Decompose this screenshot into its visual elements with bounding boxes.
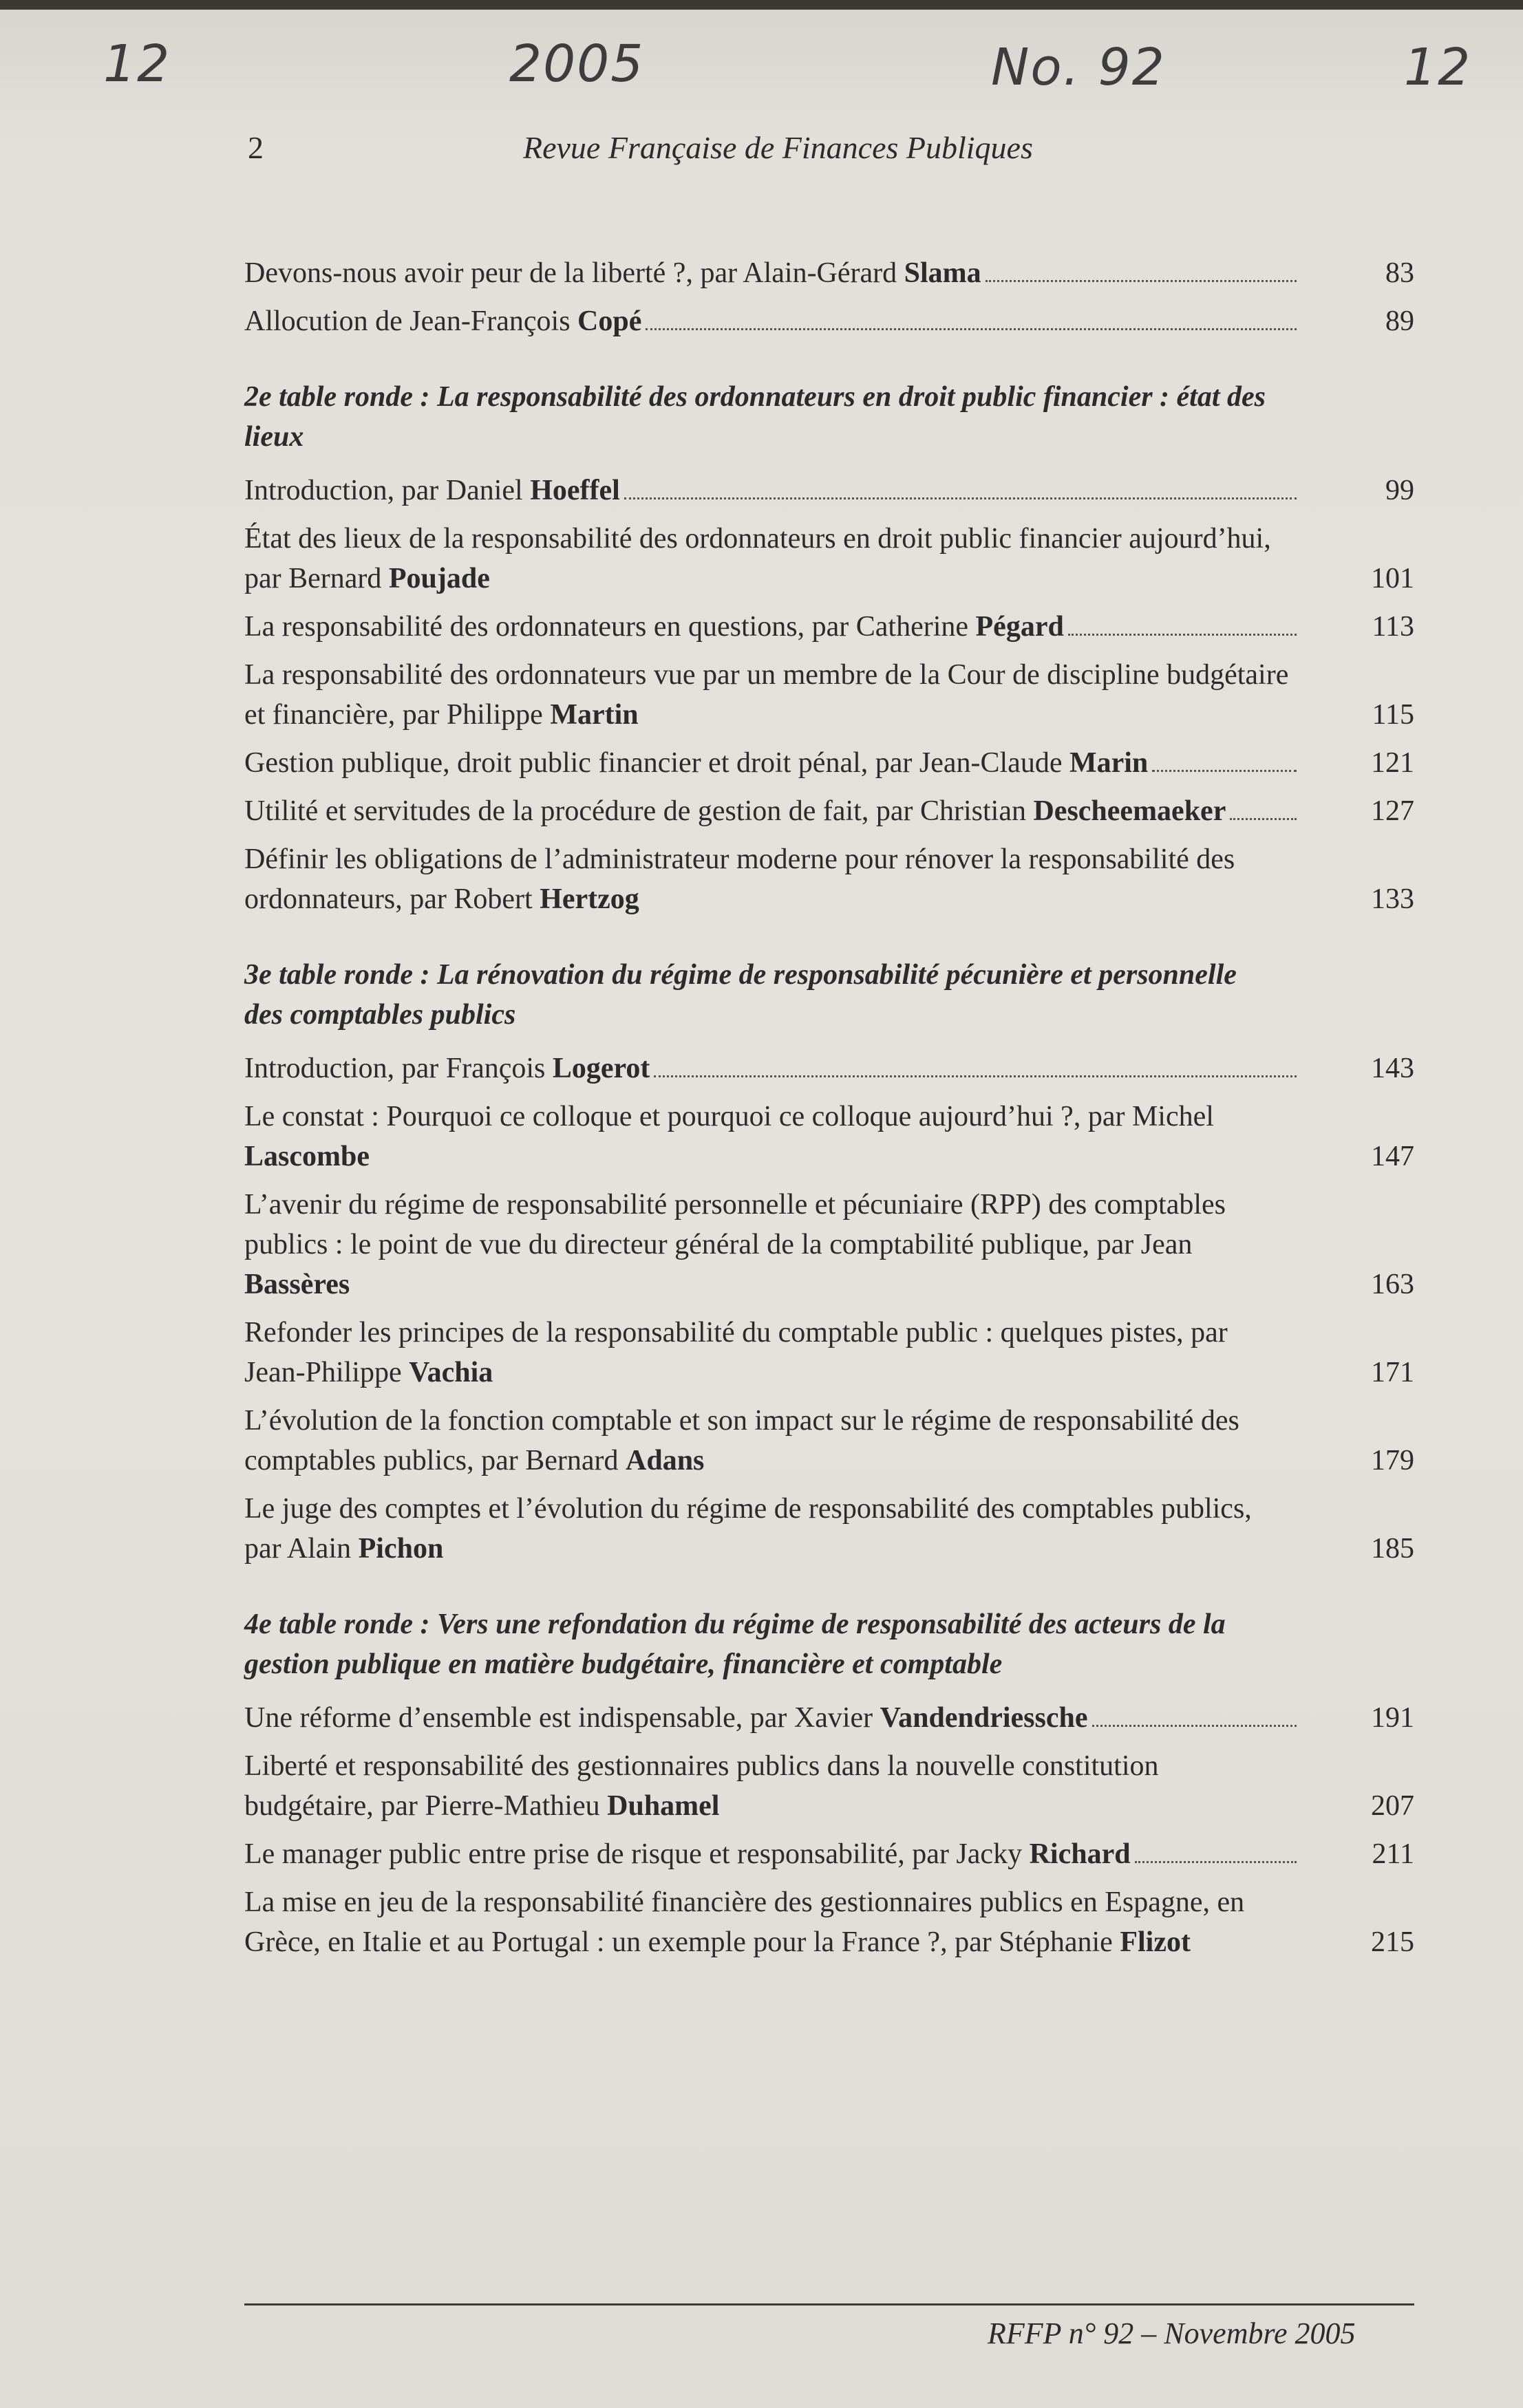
entry-author: Duhamel — [607, 1790, 720, 1822]
entry-page-number: 133 — [1371, 883, 1414, 915]
toc-entry — [244, 1698, 1414, 1738]
entry-title: Refonder les principes de la responsabilité du comptable public : quelques pistes, par Jean-Philippe — [244, 1317, 1228, 1388]
entry-page-number: 185 — [1371, 1533, 1414, 1565]
entry-title: Introduction, par François — [244, 1053, 553, 1084]
entry-title: Une réforme d’ensemble est indispensable, par Xavier — [244, 1702, 880, 1734]
entry-author: Pichon — [358, 1533, 444, 1565]
entry-author: Richard — [1029, 1838, 1131, 1870]
leader-dots — [1230, 818, 1297, 820]
toc-entry — [244, 1746, 1414, 1826]
table-of-contents — [244, 253, 1414, 1970]
leader-dots — [654, 1075, 1297, 1077]
entry-page-number: 101 — [1371, 563, 1414, 594]
toc-entry — [244, 471, 1414, 510]
entry-page-number: 215 — [1371, 1926, 1414, 1958]
toc-entry — [244, 1882, 1414, 1962]
entry-title: État des lieux de la responsabilité des ordonnateurs en droit public financier aujourd’hui, par Bernard — [244, 523, 1271, 594]
entry-title: Devons-nous avoir peur de la liberté ?, par Alain-Gérard — [244, 257, 904, 289]
entry-author: Logerot — [552, 1053, 650, 1084]
leader-dots — [646, 328, 1297, 330]
entry-page-number: 147 — [1371, 1141, 1414, 1172]
toc-entry — [244, 1834, 1414, 1874]
section-heading: 4e table ronde : Vers une refondation du régime de responsabilité des acteurs de la gestion publique en matière budgétaire, financière et comptable — [244, 1609, 1226, 1680]
toc-entry — [244, 1489, 1414, 1569]
handwritten-year: 2005 — [509, 34, 645, 94]
leader-dots — [1068, 634, 1297, 636]
toc-entry — [244, 301, 1414, 341]
entry-author: Hoeffel — [530, 475, 620, 506]
entry-author: Copé — [577, 305, 642, 337]
entry-author: Vandendriessche — [880, 1702, 1088, 1734]
entry-title: Utilité et servitudes de la procédure de gestion de fait, par Christian — [244, 795, 1034, 827]
entry-title: Le constat : Pourquoi ce colloque et pourquoi ce colloque aujourd’hui ?, par Michel — [244, 1101, 1214, 1132]
entry-page-number: 89 — [1385, 305, 1414, 337]
leader-dots — [986, 280, 1297, 282]
entry-author: Adans — [626, 1445, 705, 1476]
entry-author: Bassères — [244, 1269, 350, 1300]
toc-entry — [244, 519, 1414, 599]
toc-entry — [244, 655, 1414, 735]
toc-entry — [244, 1049, 1414, 1088]
entry-author: Descheemaeker — [1033, 795, 1226, 827]
toc-entry — [244, 791, 1414, 831]
entry-author: Pégard — [975, 611, 1064, 643]
entry-title: La responsabilité des ordonnateurs en questions, par Catherine — [244, 611, 976, 643]
entry-author: Poujade — [388, 563, 490, 594]
entry-author: Hertzog — [540, 883, 639, 915]
handwritten-number-left: 12 — [103, 34, 171, 94]
footer-issue: RFFP n° 92 – Novembre 2005 — [988, 2316, 1356, 2350]
entry-title: Gestion publique, droit public financier et droit pénal, par Jean-Claude — [244, 747, 1069, 779]
toc-entry — [244, 743, 1414, 783]
footer-rule — [244, 2303, 1414, 2305]
entry-page-number: 113 — [1372, 611, 1414, 643]
entry-author: Marin — [1069, 747, 1149, 779]
entry-page-number: 83 — [1385, 257, 1414, 289]
entry-title: Liberté et responsabilité des gestionnaires publics dans la nouvelle constitution budgétaire, par Pierre-Mathieu — [244, 1750, 1159, 1822]
leader-dots — [1135, 1861, 1297, 1863]
toc-entry — [244, 1313, 1414, 1393]
toc-entry — [244, 253, 1414, 293]
toc-entry — [244, 1097, 1414, 1176]
toc-entry — [244, 1401, 1414, 1481]
leader-dots — [1092, 1725, 1297, 1727]
toc-entry — [244, 839, 1414, 919]
entry-author: Flizot — [1120, 1926, 1191, 1958]
entry-author: Slama — [904, 257, 981, 289]
entry-page-number: 171 — [1371, 1357, 1414, 1388]
toc-entry — [244, 607, 1414, 647]
entry-page-number: 127 — [1371, 795, 1414, 827]
entry-title: Allocution de Jean-François — [244, 305, 578, 337]
entry-title: Définir les obligations de l’administrateur moderne pour rénover la responsabilité des ordonnateurs, par Robert — [244, 843, 1235, 915]
leader-dots — [624, 497, 1297, 499]
toc-entry — [244, 1185, 1414, 1304]
entry-page-number: 99 — [1385, 475, 1414, 506]
leader-dots — [1152, 770, 1297, 772]
handwritten-issue: No. 92 — [991, 38, 1166, 97]
section-heading: 3e table ronde : La rénovation du régime de responsabilité pécunière et personnelle des comptables publics — [244, 959, 1237, 1031]
scan-edge — [0, 0, 1523, 10]
entry-title: Le manager public entre prise de risque et responsabilité, par Jacky — [244, 1838, 1030, 1870]
section-heading: 2e table ronde : La responsabilité des ordonnateurs en droit public financier : état des lieux — [244, 381, 1266, 453]
entry-author: Lascombe — [244, 1141, 370, 1172]
entry-page-number: 143 — [1371, 1053, 1414, 1084]
entry-title: Le juge des comptes et l’évolution du régime de responsabilité des comptables publics, par Alain — [244, 1493, 1252, 1565]
entry-page-number: 163 — [1371, 1269, 1414, 1300]
entry-page-number: 207 — [1371, 1790, 1414, 1822]
entry-title: La mise en jeu de la responsabilité financière des gestionnaires publics en Espagne, en Grèce, en Italie et au Portugal : un exemple pour la France ?, par Stéphanie — [244, 1886, 1245, 1958]
entry-page-number: 191 — [1371, 1702, 1414, 1734]
entry-title: La responsabilité des ordonnateurs vue par un membre de la Cour de discipline budgétaire et financière, par Philippe — [244, 659, 1289, 731]
page-number: 2 — [248, 130, 264, 165]
entry-title: L’évolution de la fonction comptable et son impact sur le régime de responsabilité des comptables publics, par Bernard — [244, 1405, 1239, 1476]
entry-author: Vachia — [409, 1357, 493, 1388]
entry-author: Martin — [550, 699, 639, 731]
entry-page-number: 121 — [1371, 747, 1414, 779]
entry-page-number: 211 — [1372, 1838, 1414, 1870]
journal-title: Revue Française de Finances Publiques — [523, 130, 1033, 165]
handwritten-number-right: 12 — [1404, 38, 1472, 97]
entry-title: L’avenir du régime de responsabilité personnelle et pécuniaire (RPP) des comptables publics : le point de vue du directeur général de la comptabilité publique, par Jean — [244, 1189, 1226, 1260]
entry-page-number: 179 — [1371, 1445, 1414, 1476]
entry-page-number: 115 — [1372, 699, 1414, 731]
entry-title: Introduction, par Daniel — [244, 475, 531, 506]
